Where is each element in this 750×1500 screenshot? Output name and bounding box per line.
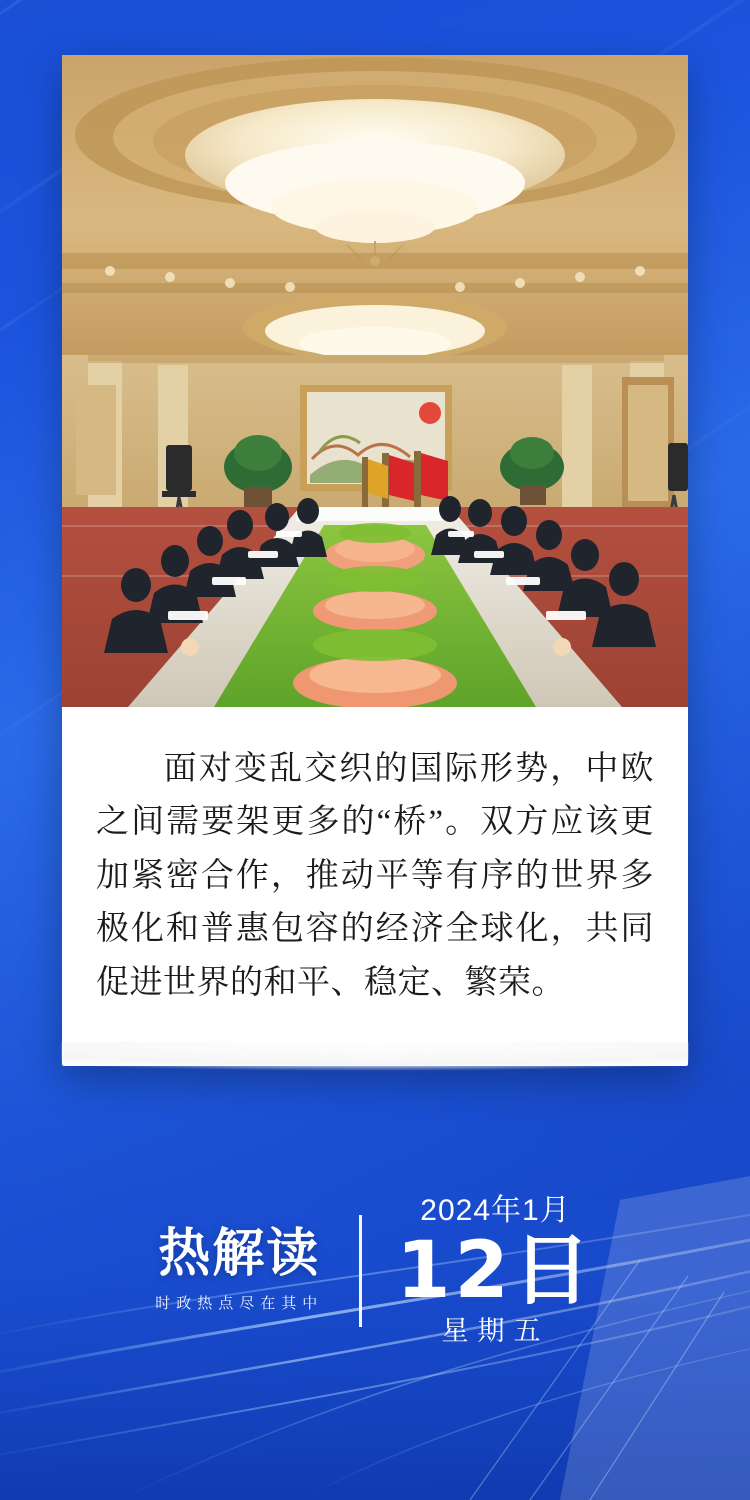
page-curl xyxy=(62,1042,688,1082)
date-block xyxy=(396,1196,595,1345)
quote-text xyxy=(62,707,688,1066)
date-year-month: 2024年1月 xyxy=(420,1194,571,1227)
content-card xyxy=(62,55,688,1066)
meeting-hall-photo xyxy=(62,55,688,707)
brand-block xyxy=(155,1224,359,1313)
brand-subtitle: 时政热点尽在其中 xyxy=(155,1295,324,1312)
brand-title: 热解读 xyxy=(158,1224,321,1284)
date-weekday: 星期五 xyxy=(441,1316,550,1346)
quote-body: 面对变乱交织的国际形势，中欧之间需要架更多的“桥”。双方应该更加紧密合作，推动平等有序的世界多极化和普惠包容的经济全球化，共同促进世界的和平、稳定、繁荣。 xyxy=(96,751,654,1001)
date-day: 12日 xyxy=(396,1226,595,1316)
footer xyxy=(0,1196,750,1345)
footer-divider xyxy=(359,1215,362,1327)
